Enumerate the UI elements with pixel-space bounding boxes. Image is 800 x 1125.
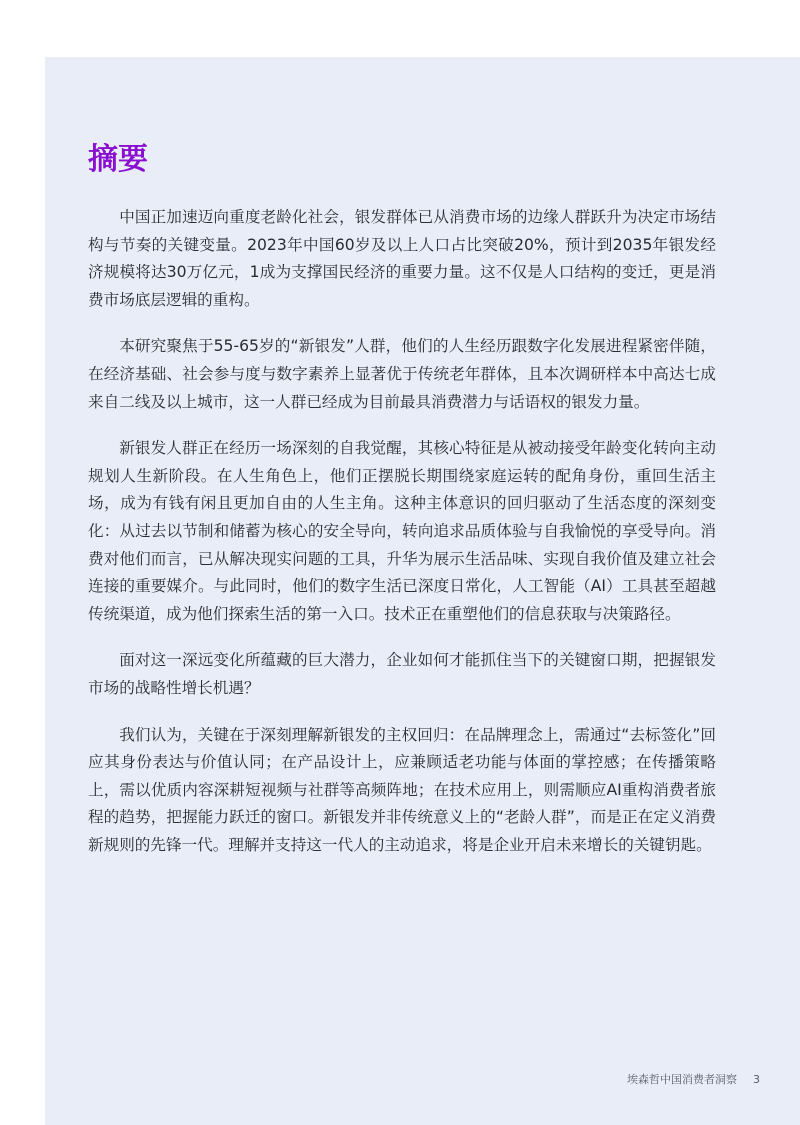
paragraph: 我们认为，关键在于深刻理解新银发的主权回归：在品牌理念上，需通过“去标签化”回应其身份表达与价值认同；在产品设计上，应兼顾适老功能与体面的掌控感；在传播策略上，需以优质内容深耕短视频与社群等高频阵地；在技术应用上，则需顺应AI重构消费者旅程的趋势，把握能力跃迁的窗口。新银发并非传统意义上的“老龄人群”，而是正在定义消费新规则的先锋一代。理解并支持这一代人的主动追求，将是企业开启未来增长的关键钥匙。 [88,725,716,854]
abstract-body [88,204,716,878]
page-number: 3 [753,1073,760,1086]
page-footer [627,1071,760,1087]
paragraph: 面对这一深远变化所蕴藏的巨大潜力，企业如何才能抓住当下的关键窗口期，把握银发市场的战略性增长机遇？ [88,651,716,697]
paragraph: 中国正加速迈向重度老龄化社会，银发群体已从消费市场的边缘人群跃升为决定市场结构与节奏的关键变量。2023年中国60岁及以上人口占比突破20%，预计到2035年银发经济规模将达30万亿元，1成为支撑国民经济的重要力量。这不仅是人口结构的变迁，更是消费市场底层逻辑的重构。 [88,208,716,309]
publication-name: 埃森哲中国消费者洞察 [627,1073,737,1086]
paragraph: 新银发人群正在经历一场深刻的自我觉醒，其核心特征是从被动接受年龄变化转向主动规划人生新阶段。在人生角色上，他们正摆脱长期围绕家庭运转的配角身份，重回生活主场，成为有钱有闲且更加自由的人生主角。这种主体意识的回归驱动了生活态度的深刻变化：从过去以节制和储蓄为核心的安全导向，转向追求品质体验与自我愉悦的享受导向。消费对他们而言，已从解决现实问题的工具，升华为展示生活品味、实现自我价值及建立社会连接的重要媒介。与此同时，他们的数字生活已深度日常化，人工智能（AI）工具甚至超越传统渠道，成为他们探索生活的第一入口。技术正在重塑他们的信息获取与决策路径。 [88,439,716,623]
page-title: 摘要 [88,142,148,177]
paragraph: 本研究聚焦于55-65岁的“新银发”人群，他们的人生经历跟数字化发展进程紧密伴随，在经济基础、社会参与度与数字素养上显著优于传统老年群体，且本次调研样本中高达七成来自二线及以上城市，这一人群已经成为目前最具消费潜力与话语权的银发力量。 [88,337,716,411]
